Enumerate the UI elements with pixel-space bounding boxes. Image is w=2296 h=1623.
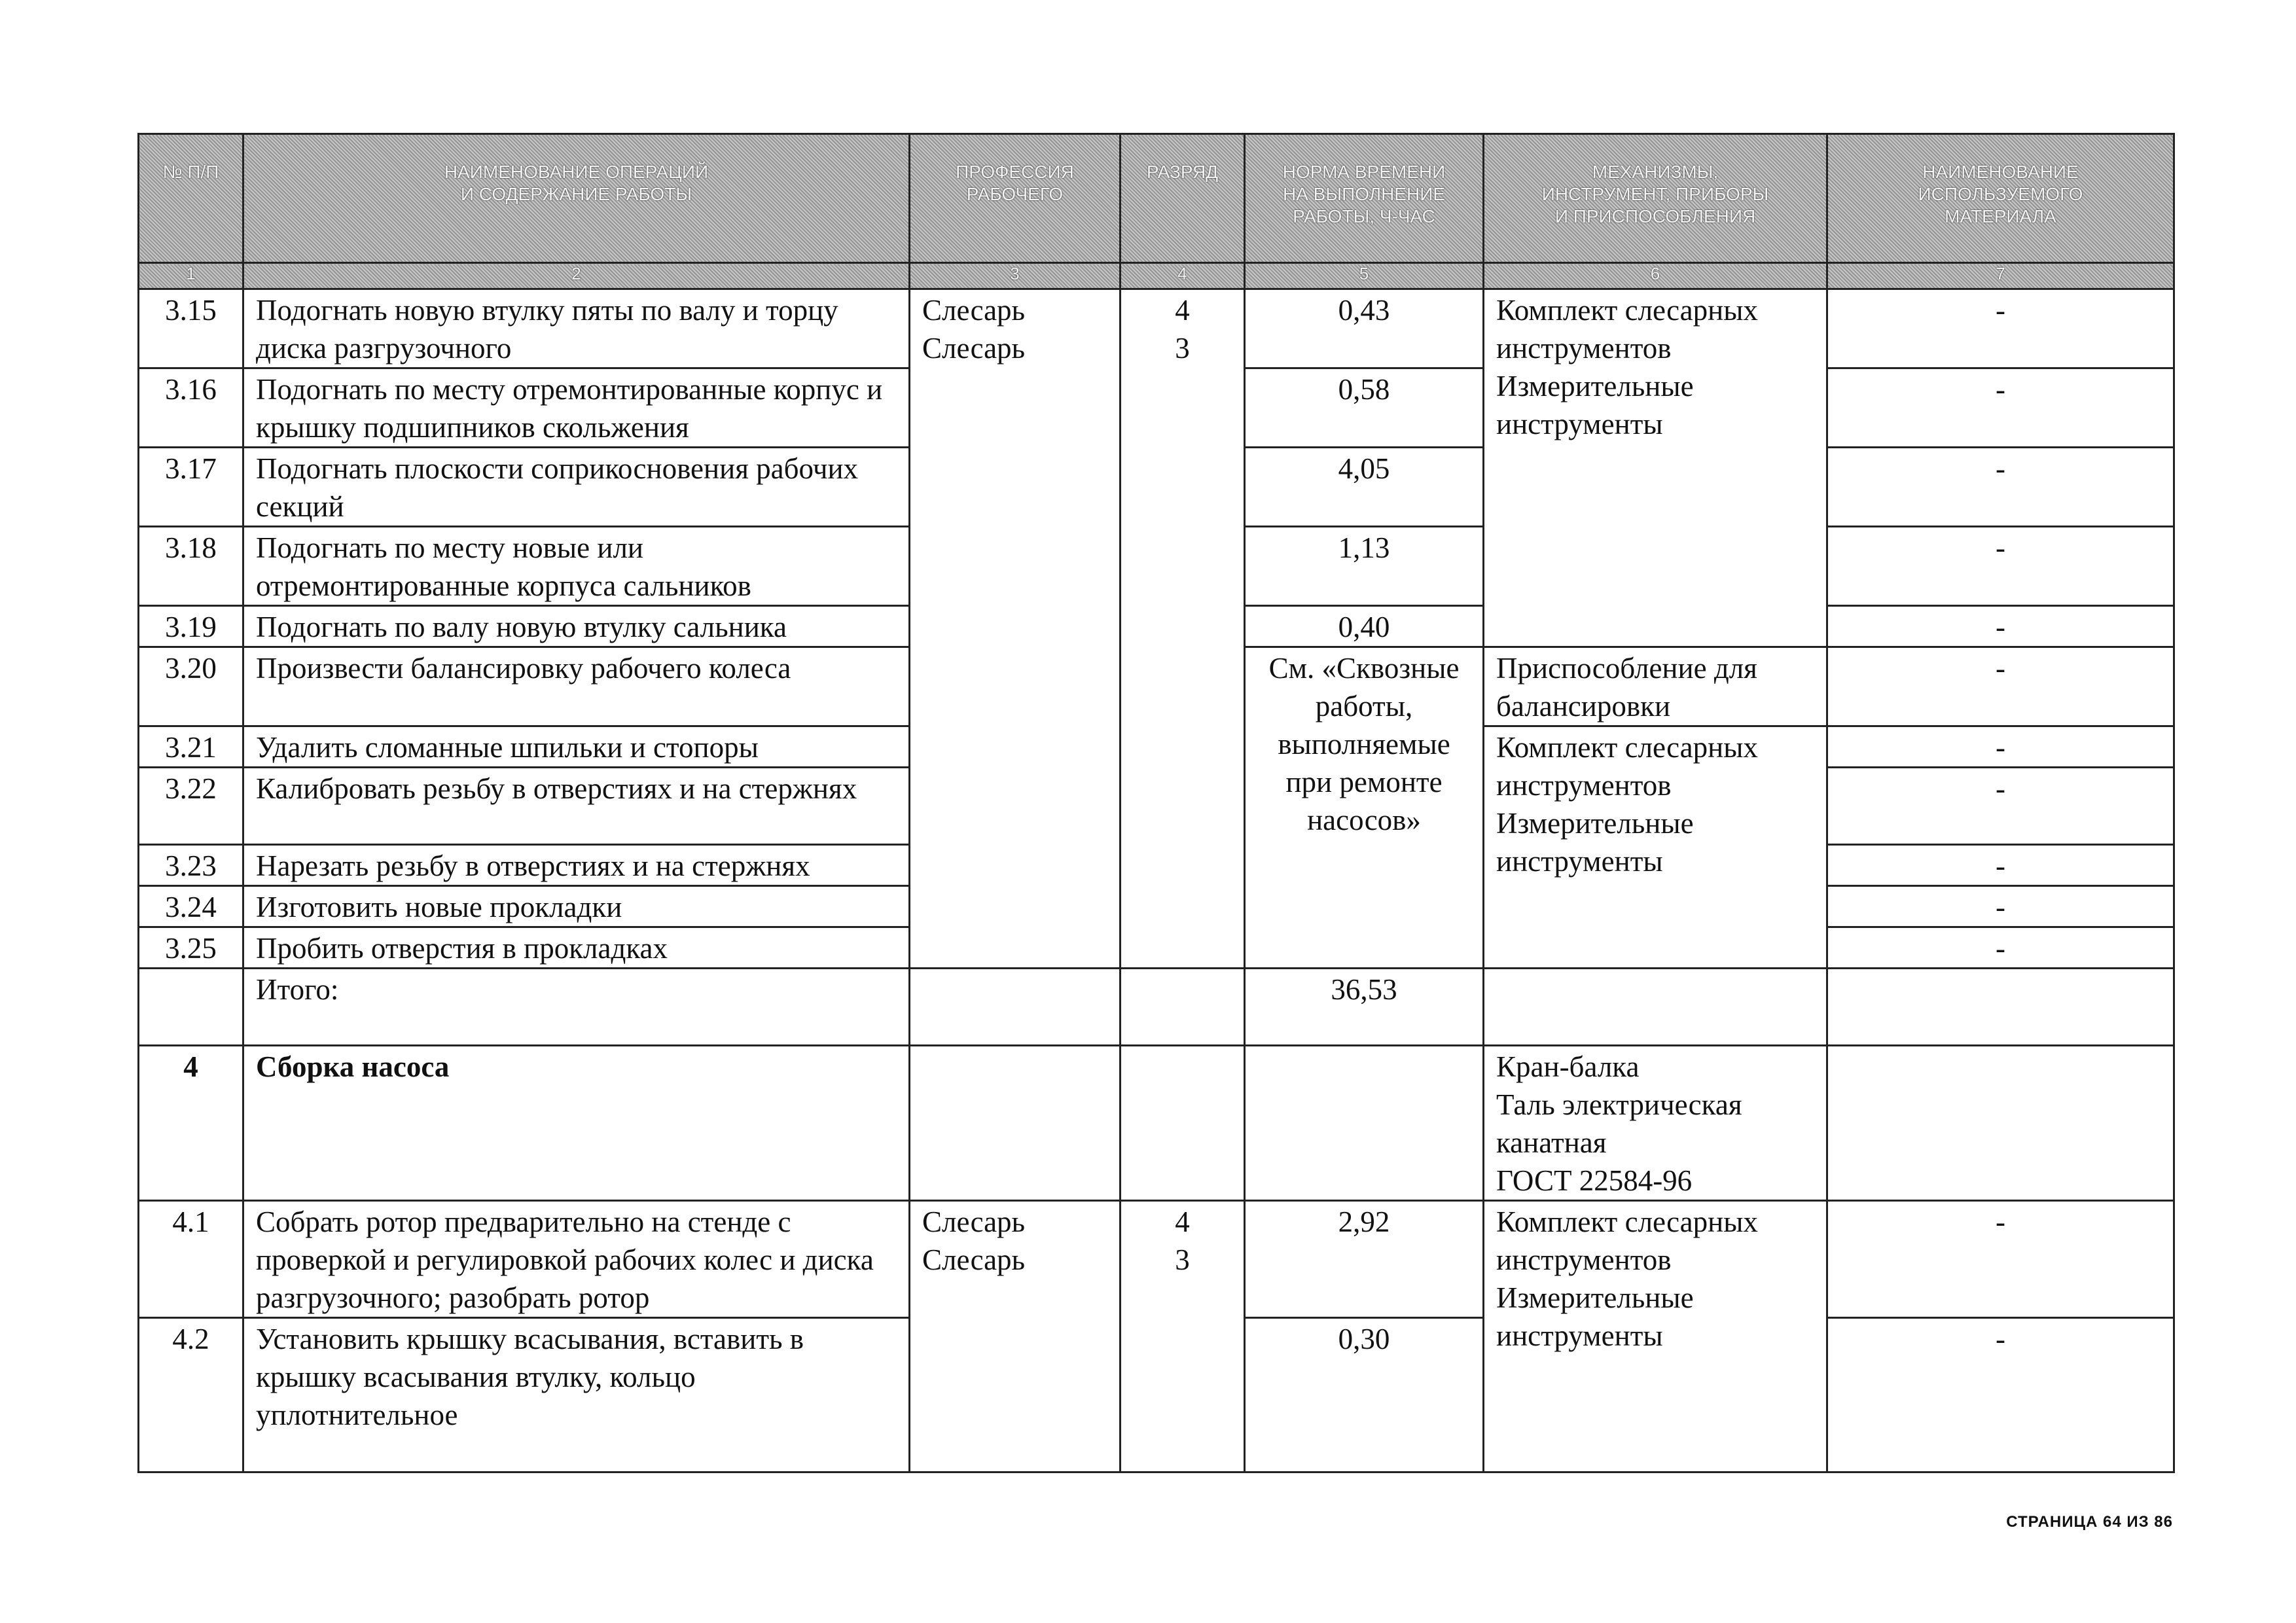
header-col-norm: НОРМА ВРЕМЕНИ НА ВЫПОЛНЕНИЕ РАБОТЫ, Ч-ЧАС	[1245, 134, 1484, 263]
total-empty-cell	[1484, 969, 1827, 1046]
material-value: -	[1827, 606, 2174, 647]
total-empty-cell	[1827, 969, 2174, 1046]
norm-value: 4,05	[1245, 448, 1484, 527]
grade-cell: 4 3	[1121, 289, 1245, 969]
column-number: 4	[1121, 263, 1245, 289]
tools-cell: Комплект слесарных инструментов Измерительные инструменты	[1484, 726, 1827, 969]
header-col-material: НАИМЕНОВАНИЕ ИСПОЛЬЗУЕМОГО МАТЕРИАЛА	[1827, 134, 2174, 263]
total-number-cell	[139, 969, 243, 1046]
header-col-no: № П/П	[139, 134, 243, 263]
row-number: 3.16	[139, 368, 243, 448]
norm-value: 1,13	[1245, 527, 1484, 606]
page-number: СТРАНИЦА 64 ИЗ 86	[2006, 1513, 2173, 1531]
operation-text: Пробить отверстия в прокладках	[243, 927, 910, 969]
material-value: -	[1827, 647, 2174, 726]
row-number: 3.18	[139, 527, 243, 606]
column-number: 6	[1484, 263, 1827, 289]
section-tools: Кран-балка Таль электрическая канатная ГОСТ 22584-96	[1484, 1046, 1827, 1201]
row-number: 3.20	[139, 647, 243, 726]
material-value: -	[1827, 845, 2174, 886]
tools-cell: Комплект слесарных инструментов Измерительные инструменты	[1484, 1201, 1827, 1472]
row-number: 3.19	[139, 606, 243, 647]
norm-value: 0,58	[1245, 368, 1484, 448]
row-number: 3.21	[139, 726, 243, 768]
table-row	[139, 289, 2174, 368]
operation-text: Удалить сломанные шпильки и стопоры	[243, 726, 910, 768]
operation-text: Установить крышку всасывания, вставить в крышку всасывания втулку, кольцо уплотнительное	[243, 1318, 910, 1472]
row-number: 3.24	[139, 886, 243, 927]
grade-cell: 4 3	[1121, 1201, 1245, 1472]
tools-cell: Приспособление для балансировки	[1484, 647, 1827, 726]
header-col-operation: НАИМЕНОВАНИЕ ОПЕРАЦИЙ И СОДЕРЖАНИЕ РАБОТЫ	[243, 134, 910, 263]
tools-cell: Комплект слесарных инструментов Измерительные инструменты	[1484, 289, 1827, 647]
material-value: -	[1827, 886, 2174, 927]
column-number-row	[139, 263, 2174, 289]
header-col-grade: РАЗРЯД	[1121, 134, 1245, 263]
operation-text: Подогнать плоскости соприкосновения рабочих секций	[243, 448, 910, 527]
total-label: Итого:	[243, 969, 910, 1046]
operation-text: Нарезать резьбу в отверстиях и на стержнях	[243, 845, 910, 886]
material-value: -	[1827, 527, 2174, 606]
operation-text: Подогнать по валу новую втулку сальника	[243, 606, 910, 647]
section-row	[139, 1046, 2174, 1201]
header-col-profession: ПРОФЕССИЯ РАБОЧЕГО	[910, 134, 1121, 263]
column-number: 1	[139, 263, 243, 289]
material-value: -	[1827, 726, 2174, 768]
row-number: 4.2	[139, 1318, 243, 1472]
operation-text: Изготовить новые прокладки	[243, 886, 910, 927]
profession-cell: Слесарь Слесарь	[910, 1201, 1121, 1472]
row-number: 3.25	[139, 927, 243, 969]
norm-value: 0,40	[1245, 606, 1484, 647]
section-empty-cell	[1245, 1046, 1484, 1201]
section-empty-cell	[910, 1046, 1121, 1201]
section-empty-cell	[1827, 1046, 2174, 1201]
material-value: -	[1827, 768, 2174, 845]
operation-text: Подогнать новую втулку пяты по валу и торцу диска разгрузочного	[243, 289, 910, 368]
material-value: -	[1827, 1318, 2174, 1472]
material-value: -	[1827, 927, 2174, 969]
column-number: 5	[1245, 263, 1484, 289]
header-row	[139, 134, 2174, 263]
operation-text: Калибровать резьбу в отверстиях и на стержнях	[243, 768, 910, 845]
row-number: 3.23	[139, 845, 243, 886]
norm-value: 0,30	[1245, 1318, 1484, 1472]
material-value: -	[1827, 448, 2174, 527]
operations-table	[137, 133, 2175, 1473]
column-number: 2	[243, 263, 910, 289]
norm-value: 0,43	[1245, 289, 1484, 368]
profession-cell: Слесарь Слесарь	[910, 289, 1121, 969]
operation-text: Подогнать по месту новые или отремонтированные корпуса сальников	[243, 527, 910, 606]
table-row	[139, 1201, 2174, 1318]
norm-value: 2,92	[1245, 1201, 1484, 1318]
column-number: 7	[1827, 263, 2174, 289]
material-value: -	[1827, 368, 2174, 448]
row-number: 3.17	[139, 448, 243, 527]
norm-reference: См. «Сквозные работы, выполняемые при ремонте насосов»	[1245, 647, 1484, 969]
material-value: -	[1827, 289, 2174, 368]
total-empty-cell	[910, 969, 1121, 1046]
operation-text: Собрать ротор предварительно на стенде с проверкой и регулировкой рабочих колес и диска разгрузочного; разобрать ротор	[243, 1201, 910, 1318]
section-title: Сборка насоса	[243, 1046, 910, 1201]
row-number: 3.22	[139, 768, 243, 845]
total-empty-cell	[1121, 969, 1245, 1046]
row-number: 4.1	[139, 1201, 243, 1318]
row-number: 3.15	[139, 289, 243, 368]
total-row	[139, 969, 2174, 1046]
header-col-tools: МЕХАНИЗМЫ, ИНСТРУМЕНТ, ПРИБОРЫ И ПРИСПОСОБЛЕНИЯ	[1484, 134, 1827, 263]
operation-text: Произвести балансировку рабочего колеса	[243, 647, 910, 726]
material-value: -	[1827, 1201, 2174, 1318]
operation-text: Подогнать по месту отремонтированные корпус и крышку подшипников скольжения	[243, 368, 910, 448]
section-empty-cell	[1121, 1046, 1245, 1201]
section-number: 4	[139, 1046, 243, 1201]
column-number: 3	[910, 263, 1121, 289]
total-value: 36,53	[1245, 969, 1484, 1046]
